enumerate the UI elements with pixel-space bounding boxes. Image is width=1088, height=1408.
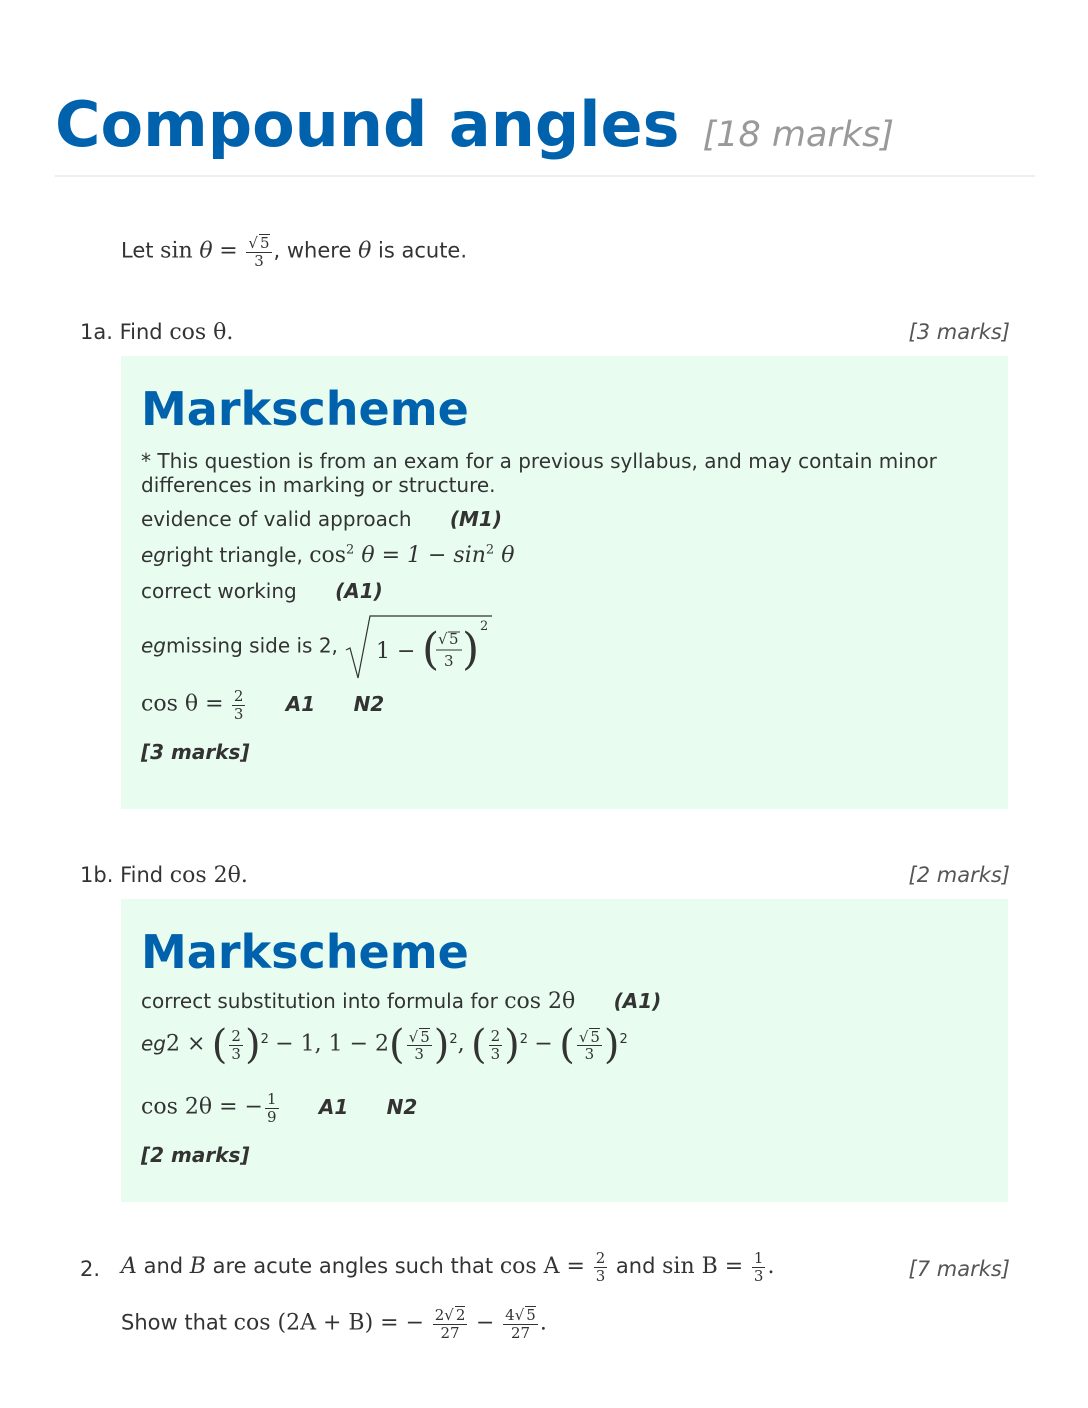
radical-sign xyxy=(344,614,494,680)
fraction: $\frac{√ 5}{3}$ xyxy=(578,1027,600,1064)
answer-lhs: cos 2θ = − xyxy=(141,1094,263,1120)
question-prompt: Find xyxy=(119,320,163,344)
svg-text:(: ( xyxy=(422,624,440,676)
markscheme-heading: Markscheme xyxy=(141,925,469,979)
question-2-line1 xyxy=(121,1250,774,1284)
frac-num: 2 xyxy=(231,1027,241,1046)
mark-code: (A1) xyxy=(613,988,662,1013)
markscheme-step xyxy=(141,507,988,532)
markscheme-step xyxy=(141,579,988,604)
svg-text:√: √ xyxy=(438,630,448,649)
svg-text:): ) xyxy=(462,624,480,676)
answer-den: 9 xyxy=(266,1107,277,1126)
frac-den: 3 xyxy=(231,1044,241,1063)
radical-den: 3 xyxy=(444,652,454,671)
page-header xyxy=(55,88,1035,177)
math-cos-a: cos A = xyxy=(499,1254,585,1279)
math-sin-b: sin B = xyxy=(662,1254,744,1279)
text: are acute angles such that xyxy=(212,1254,494,1278)
answer-num: 2 xyxy=(233,687,244,706)
fraction: $\frac{4√ 5}{27}$ xyxy=(505,1306,536,1342)
frac-root: 5 xyxy=(590,1027,600,1046)
minus: − xyxy=(476,1310,495,1336)
period: . xyxy=(767,1254,775,1279)
question-expression: cos 2θ. xyxy=(169,863,248,888)
text: Show that xyxy=(121,1310,227,1335)
fraction xyxy=(594,1250,608,1284)
radical-root: 5 xyxy=(449,630,459,649)
question-expression: cos θ. xyxy=(169,320,234,345)
minus: − xyxy=(534,1031,553,1057)
example-math: − 1, 1 − 2 xyxy=(275,1031,390,1057)
fraction xyxy=(489,1028,503,1062)
question-number: 1a. xyxy=(80,320,113,344)
eg-label: eg xyxy=(141,633,166,658)
radical-one-minus: 1 − xyxy=(376,639,416,665)
markscheme-heading: Markscheme xyxy=(141,382,469,436)
fraction: $\frac{√ 5}{3}$ xyxy=(408,1027,430,1064)
radical-expression xyxy=(344,614,494,680)
math-theta: θ xyxy=(501,542,515,568)
intro-tail-var: θ xyxy=(358,238,372,264)
markscheme-total: [2 marks] xyxy=(141,1143,250,1168)
markscheme-1b xyxy=(121,899,1008,1202)
mark-code: N2 xyxy=(353,691,385,716)
frac-num: 2 xyxy=(595,1249,606,1267)
math-sup: 2 xyxy=(346,542,355,558)
frac-den: 27 xyxy=(510,1323,531,1342)
question-2-line2 xyxy=(121,1306,547,1341)
example-text: right triangle, xyxy=(166,542,303,567)
markscheme-total: [3 marks] xyxy=(141,740,250,765)
text: and xyxy=(143,1254,184,1278)
frac-den: 27 xyxy=(440,1323,460,1342)
intro-lead: Let xyxy=(121,238,154,263)
question-prompt: Find xyxy=(120,863,164,887)
intro-root: 5 xyxy=(259,234,270,252)
intro-func: sin xyxy=(160,238,193,264)
question-1b-marks: [2 marks] xyxy=(908,863,1010,887)
exp: 2 xyxy=(449,1031,458,1047)
frac-den: 3 xyxy=(414,1045,424,1064)
total-marks: [18 marks] xyxy=(702,115,894,155)
eg-label: eg xyxy=(141,1031,166,1056)
step-math: cos 2θ xyxy=(504,988,576,1014)
question-number: 1b. xyxy=(80,863,114,887)
answer-fraction xyxy=(265,1091,279,1125)
mark-code: (A1) xyxy=(335,579,383,604)
radical-sup: 2 xyxy=(480,619,489,635)
frac-root: 2 xyxy=(455,1306,466,1324)
frac-den: 3 xyxy=(753,1266,764,1285)
step-text: correct working xyxy=(141,579,297,604)
intro-eq: = xyxy=(219,238,238,264)
step-text: evidence of valid approach xyxy=(141,506,412,531)
answer-den: 3 xyxy=(233,704,244,723)
markscheme-example: eg2 × ( $\frac{2}{3}$ )$^2$ − 1, 1 − 2( $\frac{√ 5}{3}$ )$^2$, ( $\frac{2}{3}$ )$^2$ − ( $\frac{√ 5}{3}$ )$^2$ xyxy=(141,1022,628,1069)
markscheme-answer xyxy=(141,1091,988,1125)
markscheme-step xyxy=(141,988,988,1016)
frac-coef: 2 xyxy=(434,1306,445,1324)
var-b: B xyxy=(189,1254,206,1279)
exp: 2 xyxy=(260,1031,269,1047)
question-2-number: 2. xyxy=(80,1257,101,1281)
intro-var: θ xyxy=(199,238,213,264)
eg-label: eg xyxy=(141,542,166,567)
markscheme-example xyxy=(141,542,988,570)
frac-den: 3 xyxy=(490,1044,501,1063)
exp: 2 xyxy=(619,1031,628,1047)
math-mid: θ = 1 − sin xyxy=(361,542,486,568)
var-a: A xyxy=(121,1254,137,1279)
frac-root: 5 xyxy=(420,1027,430,1046)
page-title: Compound angles xyxy=(55,88,680,161)
answer-fraction xyxy=(232,688,246,722)
question-1a-marks: [3 marks] xyxy=(908,320,1010,344)
comma: , xyxy=(457,1031,465,1057)
intro-tail-prefix: , where xyxy=(273,238,352,263)
question-2-marks: [7 marks] xyxy=(908,1257,1010,1281)
example-math: 2 × xyxy=(166,1031,206,1057)
intro-fraction: $\frac{√ 5}{3}$ xyxy=(248,234,270,270)
question-1a xyxy=(80,320,233,345)
frac-den: 3 xyxy=(595,1266,606,1285)
fraction xyxy=(229,1028,243,1062)
mark-code: A1 xyxy=(318,1094,349,1119)
intro-den: 3 xyxy=(254,251,264,270)
markscheme-1a xyxy=(121,356,1008,809)
frac-num: 1 xyxy=(753,1249,764,1267)
intro-tail: is acute. xyxy=(378,238,468,263)
mark-code: A1 xyxy=(285,691,316,716)
math-expression: cos (2A + B) = − xyxy=(233,1310,425,1336)
text: and xyxy=(615,1254,656,1278)
frac-root: 5 xyxy=(526,1306,536,1324)
frac-coef: 4 xyxy=(505,1306,515,1324)
intro-statement xyxy=(121,234,467,269)
period: . xyxy=(539,1310,547,1336)
mark-code: N2 xyxy=(386,1094,418,1119)
exp: 2 xyxy=(519,1031,529,1047)
mark-code: (M1) xyxy=(449,506,502,531)
math-sup: 2 xyxy=(485,542,495,558)
markscheme-example xyxy=(141,614,988,678)
answer-num: 1 xyxy=(266,1090,277,1109)
question-1b xyxy=(80,863,248,888)
fraction xyxy=(752,1250,766,1284)
example-text: missing side is 2, xyxy=(166,633,338,658)
step-text: correct substitution into formula for xyxy=(141,988,498,1013)
markscheme-note: * This question is from an exam for a previous syllabus, and may contain minor differences in marking or structure. xyxy=(141,448,937,497)
answer-lhs: cos θ = xyxy=(141,691,224,717)
example-math xyxy=(309,543,514,568)
frac-num: 2 xyxy=(490,1027,501,1046)
markscheme-answer xyxy=(141,688,988,722)
frac-den: 3 xyxy=(584,1045,595,1064)
math-cos: cos xyxy=(309,542,347,568)
fraction: $\frac{2√ 2}{27}$ xyxy=(434,1306,466,1342)
